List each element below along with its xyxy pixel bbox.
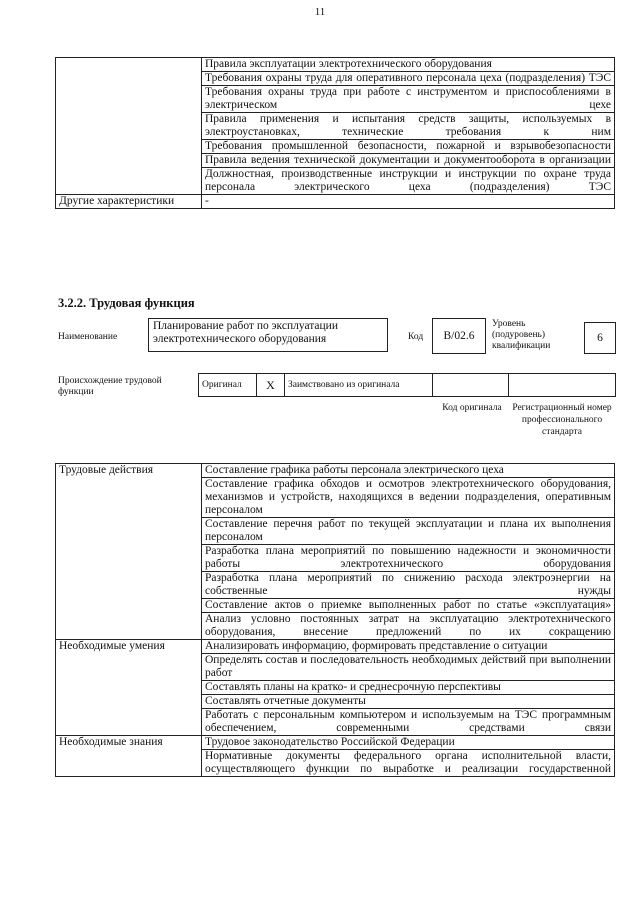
qualification-level-box: 6 (584, 322, 616, 354)
list-item: Анализ условно постоянных затрат на эксплуатацию электротехнического оборудования, внесение предложений по их сокращению (202, 613, 615, 640)
original-label: Оригинал (199, 374, 257, 397)
list-item: Нормативные документы федерального органа исполнительной власти, осуществляющего функции по выработке и реализации государственной (202, 750, 615, 777)
list-item: Составлять отчетные документы (202, 695, 615, 709)
page-number: 11 (314, 6, 326, 18)
list-item: Составлять планы на кратко- и среднесрочную перспективы (202, 681, 615, 695)
table-row (199, 374, 616, 397)
function-name-box: Планирование работ по эксплуатации электротехнического оборудования (148, 318, 388, 352)
list-item: Правила эксплуатации электротехнического оборудования (202, 58, 615, 72)
list-item: Требования промышленной безопасности, пожарной и взрывобезопасности (202, 140, 615, 154)
list-item: Определять состав и последовательность необходимых действий при выполнении работ (202, 654, 615, 681)
original-mark: X (257, 374, 285, 397)
knowledge-label: Необходимые знания (56, 736, 202, 777)
origin-label: Происхождение трудовой функции (58, 376, 162, 397)
list-item: Составление перечня работ по текущей эксплуатации и плана их выполнения персоналом (202, 518, 615, 545)
table-row (56, 58, 615, 72)
reg-number-caption: Регистрационный номер профессионального стандарта (512, 403, 612, 437)
code-label: Код (408, 332, 424, 342)
reg-number-cell (509, 374, 616, 397)
labor-actions-label: Трудовые действия (56, 464, 202, 640)
list-item: Правила применения и испытания средств защиты, используемых в электроустановках, технические требования к ним (202, 113, 615, 140)
name-label: Наименование (58, 332, 118, 342)
list-item: Требования охраны труда для оперативного персонала цеха (подразделения) ТЭС (202, 72, 615, 86)
knowledge-continuation-table (55, 57, 615, 209)
other-characteristics-label: Другие характеристики (56, 195, 202, 209)
list-item: Правила ведения технической документации и документооборота в организации (202, 154, 615, 168)
list-item: Разработка плана мероприятий по повышению надежности и экономичности работы электротехнического оборудования (202, 545, 615, 572)
borrowed-label: Заимствовано из оригинала (285, 374, 433, 397)
table-row (56, 195, 615, 209)
list-item: Разработка плана мероприятий по снижению расхода электроэнергии на собственные нужды (202, 572, 615, 599)
empty-label-cell (56, 58, 202, 195)
table-row (56, 464, 615, 478)
code-original-cell (433, 374, 509, 397)
list-item: Составление графика обходов и осмотров электротехнического оборудования, механизмов и устройств, находящихся в ведении подразделения, оперативным персоналом (202, 478, 615, 518)
origin-table (198, 373, 616, 397)
qualification-level-label: Уровень (подуровень) квалификации (492, 319, 551, 351)
list-item: Анализировать информацию, формировать представление о ситуации (202, 640, 615, 654)
labor-function-table (55, 463, 615, 777)
function-code-box: B/02.6 (432, 318, 486, 354)
list-item: Составление актов о приемке выполненных работ по статье «эксплуатация» (202, 599, 615, 613)
skills-label: Необходимые умения (56, 640, 202, 736)
list-item: Трудовое законодательство Российской Федерации (202, 736, 615, 750)
list-item: Должностная, производственные инструкции и инструкции по охране труда персонала электрического цеха (подразделения) ТЭС (202, 168, 615, 195)
code-original-caption: Код оригинала (442, 403, 502, 413)
list-item: Составление графика работы персонала электрического цеха (202, 464, 615, 478)
list-item: Требования охраны труда при работе с инструментом и приспособлениями в электрическом цехе (202, 86, 615, 113)
table-row (56, 736, 615, 750)
other-characteristics-value: - (202, 195, 615, 209)
table-row (56, 640, 615, 654)
section-title: 3.2.2. Трудовая функция (58, 296, 195, 310)
list-item: Работать с персональным компьютером и используемым на ТЭС программным обеспечением, современными средствами связи (202, 709, 615, 736)
